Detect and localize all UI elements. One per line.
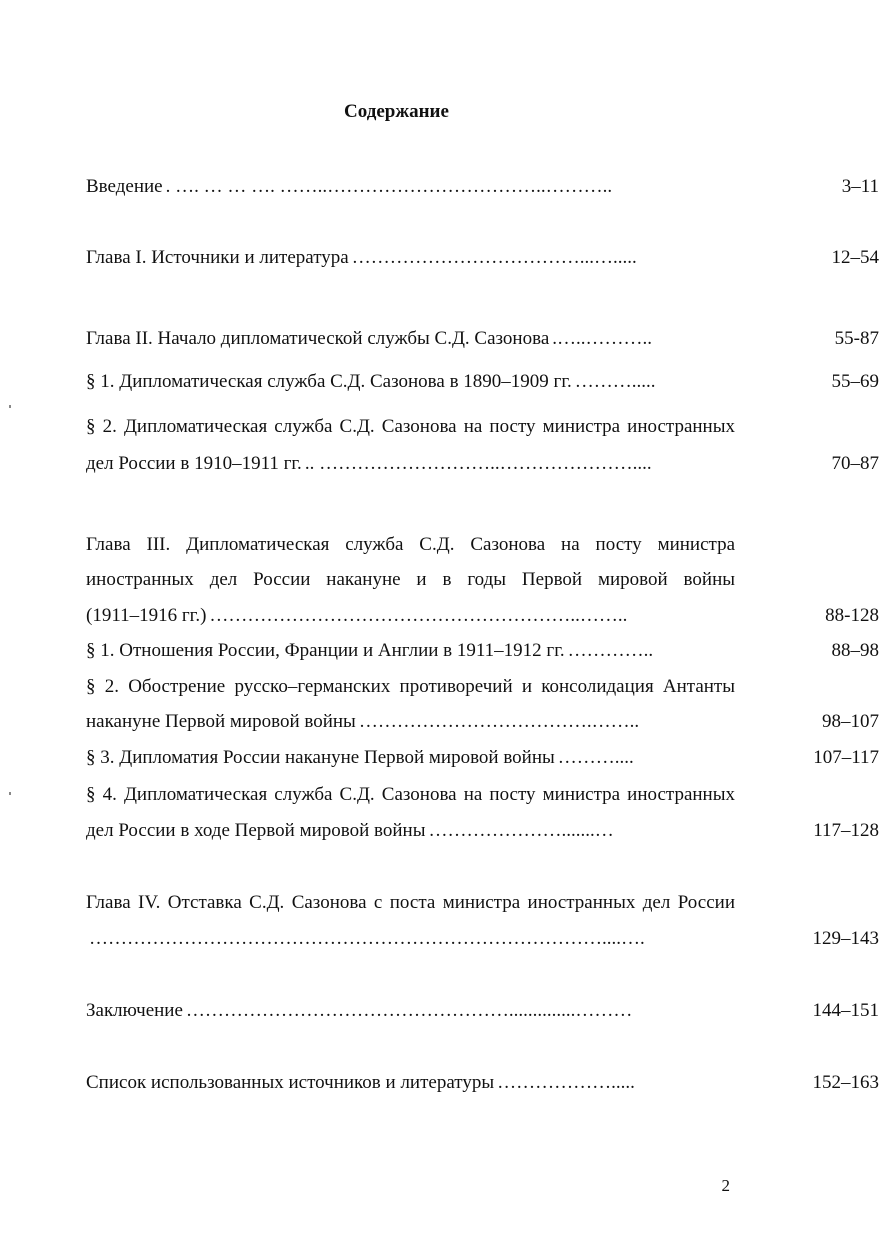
toc-entry-ch3-section-2[interactable] — [86, 709, 879, 735]
toc-entry-ch2-section-2-line1: § 2. Дипломатическая служба С.Д. Сазонова на посту министра иностранных — [86, 416, 735, 437]
toc-entry-ch3-section-2-line1: § 2. Обострение русско–германских противоречий и консолидация Антанты — [86, 676, 735, 697]
toc-entry-ch2-section-2[interactable] — [86, 451, 879, 477]
toc-entry-text: Заключение — [86, 1000, 183, 1021]
toc-entry-conclusion[interactable] — [86, 998, 879, 1024]
toc-leader-dots: ……………………………………………..............……… — [185, 1000, 633, 1021]
toc-entry-text: Глава I. Источники и литература — [86, 247, 349, 268]
toc-entry-text: Глава II. Начало дипломатической службы С.Д. Сазонова — [86, 328, 550, 349]
toc-entry-text: § 3. Дипломатия России накануне Первой мировой войны — [86, 747, 555, 768]
toc-entry-text: Введение — [86, 176, 163, 197]
toc-entry-text: накануне Первой мировой войны — [86, 711, 356, 732]
toc-entry-chapter-1[interactable] — [86, 245, 879, 271]
toc-entry-text: § 1. Отношения России, Франции и Англии в 1911–1912 гг. — [86, 640, 565, 661]
toc-page-range: 3–11 — [841, 176, 879, 197]
toc-entry-chapter-3-line1: Глава III. Дипломатическая служба С.Д. Сазонова на посту министра — [86, 534, 735, 555]
toc-page-range: 88–98 — [831, 640, 879, 661]
toc-page-range: 55–69 — [831, 371, 879, 392]
toc-entry-chapter-4-line1: Глава IV. Отставка С.Д. Сазонова с поста министра иностранных дел России — [86, 892, 735, 913]
toc-page-range: 12–54 — [831, 247, 879, 268]
toc-entry-ch3-section-3[interactable] — [86, 745, 879, 771]
scan-mark — [9, 792, 11, 795]
toc-entry-chapter-2[interactable] — [86, 326, 879, 352]
toc-entry-chapter-4[interactable] — [86, 926, 879, 952]
toc-entry-text: Список использованных источников и литературы — [86, 1072, 495, 1093]
toc-leader-dots: …………………………………………………..…….. — [209, 605, 628, 626]
toc-page-range: 144–151 — [812, 1000, 879, 1021]
toc-leader-dots: ………………..... — [497, 1072, 635, 1093]
toc-entry-ch2-section-1[interactable] — [86, 369, 879, 395]
toc-entry-ch3-section-1[interactable] — [86, 638, 879, 664]
toc-page-range: 117–128 — [813, 820, 879, 841]
toc-title: Содержание — [344, 101, 449, 122]
toc-entry-chapter-3[interactable] — [86, 603, 879, 629]
toc-leader-dots: ………………….......… — [428, 820, 614, 841]
toc-entry-ch3-section-4-line1: § 4. Дипломатическая служба С.Д. Сазонова на посту министра иностранных — [86, 784, 735, 805]
toc-entry-ch3-section-4[interactable] — [86, 818, 879, 844]
toc-page-range: 98–107 — [822, 711, 879, 732]
toc-page-range: 70–87 — [831, 453, 879, 474]
toc-entry-bibliography[interactable] — [86, 1070, 879, 1096]
toc-page-range: 129–143 — [812, 928, 879, 949]
toc-entry-text: дел России в ходе Первой мировой войны — [86, 820, 426, 841]
toc-leader-dots: .…..……….. — [552, 328, 652, 349]
page-number: 2 — [721, 1176, 730, 1195]
toc-leader-dots: ………..... — [574, 371, 656, 392]
toc-leader-dots: ……………………………….…….. — [358, 711, 640, 732]
toc-entry-chapter-3-line2: иностранных дел России накануне и в годы Первой мировой войны — [86, 569, 735, 590]
toc-leader-dots: ……….... — [557, 747, 634, 768]
toc-leader-dots: .. ………………………..………………….... — [304, 453, 652, 474]
toc-page-range: 152–163 — [812, 1072, 879, 1093]
toc-page-range: 107–117 — [813, 747, 879, 768]
scan-mark — [9, 405, 11, 408]
toc-entry-text: дел России в 1910–1911 гг. — [86, 453, 302, 474]
toc-page-range: 55-87 — [834, 328, 879, 349]
toc-page-range: 88-128 — [825, 605, 879, 626]
toc-leader-dots: ………………………………...…..... — [351, 247, 637, 268]
toc-leader-dots: . …. … … …. ……..……………………………..……….. — [165, 176, 613, 197]
toc-entry-text: § 1. Дипломатическая служба С.Д. Сазонова в 1890–1909 гг. — [86, 371, 572, 392]
toc-leader-dots: ………….. — [567, 640, 654, 661]
toc-entry-text: (1911–1916 гг.) — [86, 605, 207, 626]
toc-entry-introduction[interactable] — [86, 174, 879, 200]
toc-leader-dots: ………………………………………………………………………....…. — [89, 928, 645, 949]
